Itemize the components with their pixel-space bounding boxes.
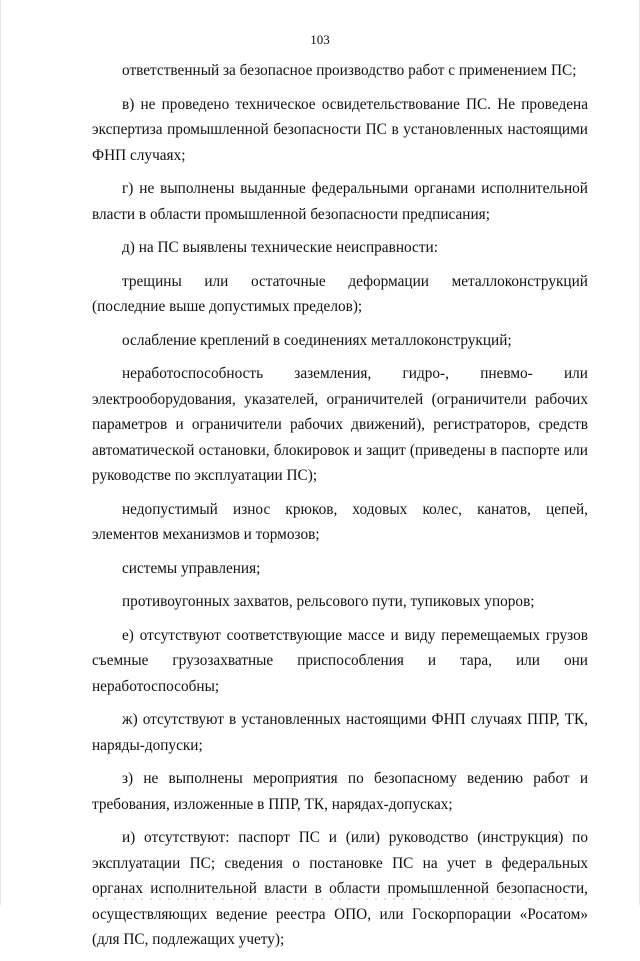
paragraph-item-zh: ж) отсутствуют в установленных настоящими ФНП случаях ППР, ТК, наряды-допуски;	[92, 711, 588, 754]
paragraph-inoperability: неработоспособность заземления, гидро-, пневмо- или электрооборудования, указателей, ограничителей (ограничители рабочих параметров и ограничители рабочих движений), регистраторов, средств автоматической остановки, блокировок и защит (приведены в паспорте или руководстве по эксплуатации ПС);	[92, 365, 588, 484]
paragraph-item-g: г) не выполнены выданные федеральными органами исполнительной власти в области промышленной безопасности предписания;	[92, 180, 588, 223]
paragraph-item-i: и) отсутствуют: паспорт ПС и (или) руководство (инструкция) по эксплуатации ПС; сведения о постановке ПС на учет в федеральных органах исполнительной власти в области промышленной безопасности, осуществляющих ведение реестра ОПО, или Госкорпорации «Росатом» (для ПС, подлежащих учету);	[92, 829, 588, 948]
paragraph-item-e: е) отсутствуют соответствующие массе и виду перемещаемых грузов съемные грузозахватные приспособления и тара, или они неработоспособны;	[92, 626, 588, 695]
paragraph-cracks: трещины или остаточные деформации металлоконструкций (последние выше допустимых пределов);	[92, 272, 588, 315]
page-number: 103	[310, 32, 330, 47]
document-body	[92, 58, 588, 961]
scan-artifact-line	[96, 898, 566, 900]
paragraph-item-z: з) не выполнены мероприятия по безопасному ведению работ и требования, изложенные в ППР, ТК, нарядах-допусках;	[92, 770, 588, 813]
paragraph-item-d: д) на ПС выявлены технические неисправности:	[122, 239, 438, 256]
paragraph-responsible-person: ответственный за безопасное производство работ с применением ПС;	[122, 62, 577, 79]
paragraph-item-v: в) не проведено техническое освидетельствование ПС. Не проведена экспертиза промышленной безопасности ПС в установленных настоящими ФНП случаях;	[92, 95, 588, 164]
paragraph-anti-theft: противоугонных захватов, рельсового пути, тупиковых упоров;	[122, 593, 535, 610]
paragraph-control-systems: системы управления;	[122, 559, 261, 577]
paragraph-wear: недопустимый износ крюков, ходовых колес, канатов, цепей, элементов механизмов и тормозов;	[92, 500, 588, 543]
paragraph-fastenings: ослабление креплений в соединениях металлоконструкций;	[122, 331, 512, 349]
